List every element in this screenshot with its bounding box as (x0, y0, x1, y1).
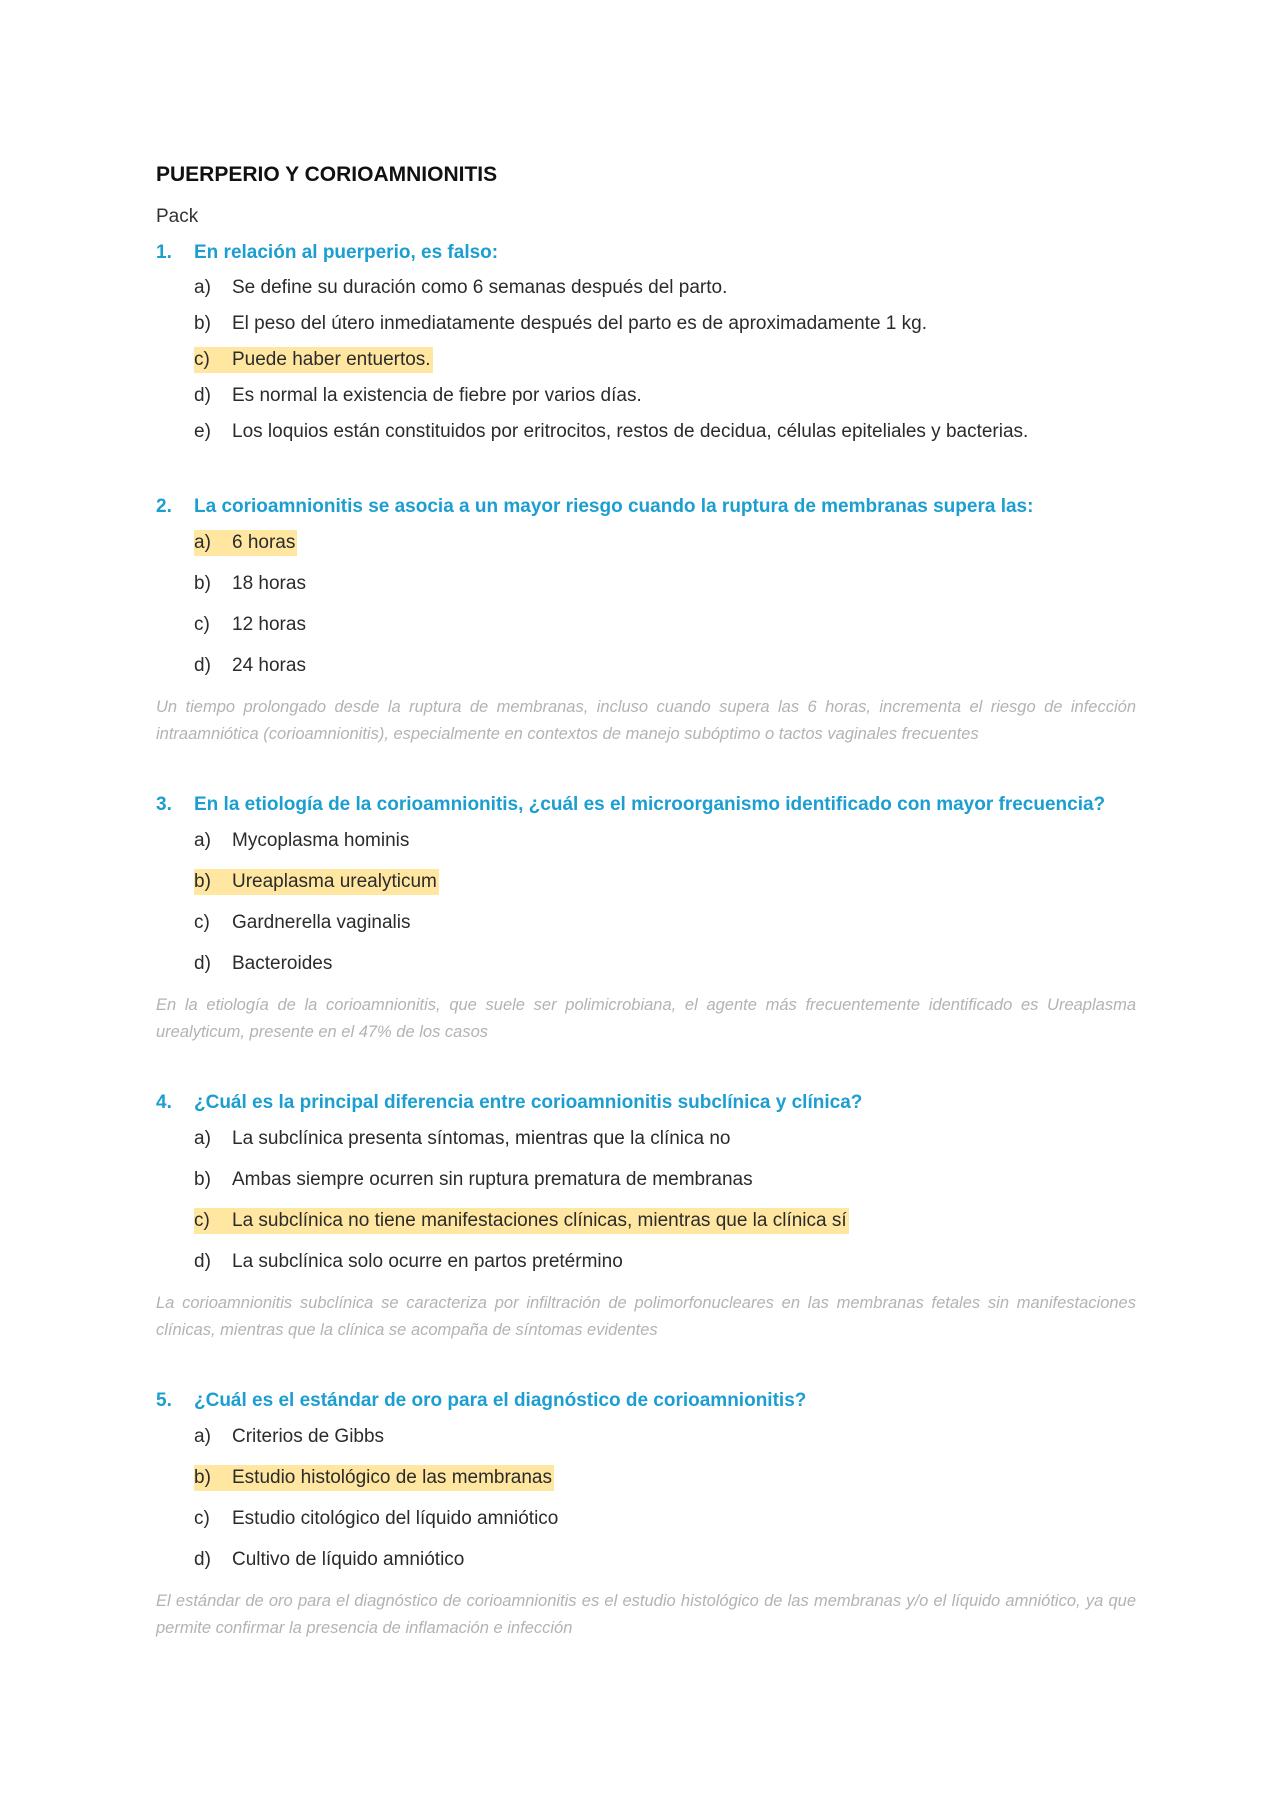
option-content-highlighted (194, 530, 297, 556)
option-letter: d) (194, 1250, 211, 1272)
option-content (194, 419, 1030, 445)
option-content (194, 1547, 466, 1573)
option-letter: c) (194, 1209, 210, 1231)
option-letter: e) (194, 421, 211, 442)
option-letter: a) (194, 277, 211, 298)
question-5 (156, 1388, 1136, 1642)
option-letter: d) (194, 385, 211, 406)
option-letter: d) (194, 1548, 211, 1570)
option-a (194, 820, 1136, 861)
option-content-highlighted (194, 1208, 849, 1234)
question-number: 3. (156, 794, 172, 815)
option-letter: c) (194, 613, 210, 635)
option-c (194, 902, 1136, 943)
question-header (156, 240, 1136, 266)
question-2 (156, 494, 1136, 748)
option-letter: d) (194, 654, 211, 676)
option-text: Bacteroides (232, 952, 333, 974)
option-text: Se define su duración como 6 semanas después del parto. (232, 277, 728, 298)
question-number: 5. (156, 1390, 172, 1411)
option-letter: b) (194, 313, 211, 334)
question-header (156, 494, 1136, 520)
option-b (194, 861, 1136, 902)
option-content (194, 1506, 560, 1532)
option-text: 18 horas (232, 572, 306, 594)
option-b (194, 1457, 1136, 1498)
explanation-text: La corioamnionitis subclínica se caracteriza por infiltración de polimorfonucleares en las membranas fetales sin manifestaciones clínicas, mientras que la clínica se acompaña de síntomas evidentes (156, 1294, 1136, 1339)
option-text: La subclínica presenta síntomas, mientras que la clínica no (232, 1127, 731, 1149)
option-a (194, 1118, 1136, 1159)
option-text: Los loquios están constituidos por eritrocitos, restos de decidua, células epiteliales y bacterias. (232, 421, 1029, 442)
option-a (194, 270, 1136, 306)
option-text: 24 horas (232, 654, 306, 676)
document-title: PUERPERIO Y CORIOAMNIONITIS (156, 163, 498, 186)
option-d (194, 943, 1136, 984)
option-b (194, 1159, 1136, 1200)
option-letter: b) (194, 572, 211, 594)
option-e (194, 414, 1136, 450)
option-text: 12 horas (232, 613, 306, 635)
option-c (194, 1498, 1136, 1539)
options-list (156, 522, 1136, 686)
question-text: En la etiología de la corioamnionitis, ¿cuál es el microorganismo identificado con mayor frecuencia? (194, 794, 1106, 815)
option-letter: b) (194, 1168, 211, 1190)
option-letter: c) (194, 911, 210, 933)
question-header (156, 1388, 1136, 1414)
question-text: ¿Cuál es la principal diferencia entre corioamnionitis subclínica y clínica? (194, 1092, 863, 1113)
option-content (194, 383, 644, 409)
explanation-text: El estándar de oro para el diagnóstico de corioamnionitis es el estudio histológico de las membranas y/o el líquido amniótico, ya que permite confirmar la presencia de inflamación e infección (156, 1592, 1136, 1637)
option-text: Cultivo de líquido amniótico (232, 1548, 465, 1570)
explanation-text: En la etiología de la corioamnionitis, que suele ser polimicrobiana, el agente más frecuentemente identificado es Ureaplasma urealyticum, presente en el 47% de los casos (156, 996, 1136, 1041)
option-text: Criterios de Gibbs (232, 1425, 385, 1447)
option-b (194, 306, 1136, 342)
option-letter: a) (194, 1425, 211, 1447)
option-letter: a) (194, 1127, 211, 1149)
question-text: ¿Cuál es el estándar de oro para el diagnóstico de corioamnionitis? (194, 1390, 807, 1411)
options-list (156, 820, 1136, 984)
option-text: Estudio histológico de las membranas (232, 1466, 553, 1488)
option-text: Ambas siempre ocurren sin ruptura prematura de membranas (232, 1168, 753, 1190)
option-text: Ureaplasma urealyticum (232, 870, 437, 892)
option-content (194, 828, 411, 854)
option-c (194, 1200, 1136, 1241)
question-3 (156, 792, 1136, 1046)
option-d (194, 378, 1136, 414)
option-d (194, 1539, 1136, 1580)
question-number: 2. (156, 496, 172, 517)
option-letter: c) (194, 1507, 210, 1529)
option-d (194, 1241, 1136, 1282)
option-content (194, 1167, 755, 1193)
option-content (194, 1126, 733, 1152)
option-text: El peso del útero inmediatamente después del parto es de aproximadamente 1 kg. (232, 313, 927, 334)
option-text: Gardnerella vaginalis (232, 911, 411, 933)
option-content (194, 612, 308, 638)
option-letter: c) (194, 349, 210, 370)
option-content (194, 1249, 625, 1275)
option-text: La subclínica no tiene manifestaciones clínicas, mientras que la clínica sí (232, 1209, 847, 1231)
question-1 (156, 240, 1136, 450)
option-content (194, 1424, 386, 1450)
option-text: Es normal la existencia de fiebre por varios días. (232, 385, 642, 406)
option-c (194, 342, 1136, 378)
explanation-text: Un tiempo prolongado desde la ruptura de membranas, incluso cuando supera las 6 horas, incrementa el riesgo de infección intraamniótica (corioamnionitis), especialmente en contextos de manejo subóptimo o tactos vaginales frecuentes (156, 698, 1136, 743)
option-d (194, 645, 1136, 686)
option-text: Mycoplasma hominis (232, 829, 410, 851)
option-a (194, 1416, 1136, 1457)
option-letter: d) (194, 952, 211, 974)
question-header (156, 1090, 1136, 1116)
option-content-highlighted (194, 347, 433, 373)
option-content-highlighted (194, 1465, 554, 1491)
option-content (194, 571, 308, 597)
option-text: Puede haber entuertos. (232, 349, 431, 370)
option-content (194, 910, 413, 936)
question-header (156, 792, 1136, 818)
options-list (156, 1416, 1136, 1580)
option-text: 6 horas (232, 531, 296, 553)
question-4 (156, 1090, 1136, 1344)
option-content-highlighted (194, 869, 439, 895)
option-a (194, 522, 1136, 563)
options-list (156, 1118, 1136, 1282)
option-letter: b) (194, 1466, 211, 1488)
option-text: Estudio citológico del líquido amniótico (232, 1507, 559, 1529)
option-content (194, 275, 729, 301)
option-letter: a) (194, 829, 211, 851)
question-number: 1. (156, 242, 172, 263)
question-text: La corioamnionitis se asocia a un mayor riesgo cuando la ruptura de membranas supera las: (194, 496, 1034, 517)
option-content (194, 653, 308, 679)
option-text: La subclínica solo ocurre en partos pretérmino (232, 1250, 623, 1272)
question-number: 4. (156, 1092, 172, 1113)
option-letter: b) (194, 870, 211, 892)
option-b (194, 563, 1136, 604)
options-list (156, 270, 1136, 450)
question-text: En relación al puerperio, es falso: (194, 242, 499, 263)
option-c (194, 604, 1136, 645)
option-content (194, 951, 334, 977)
option-content (194, 311, 929, 337)
option-letter: a) (194, 531, 211, 553)
document-page (156, 160, 1136, 1659)
document-subtitle: Pack (156, 206, 199, 227)
